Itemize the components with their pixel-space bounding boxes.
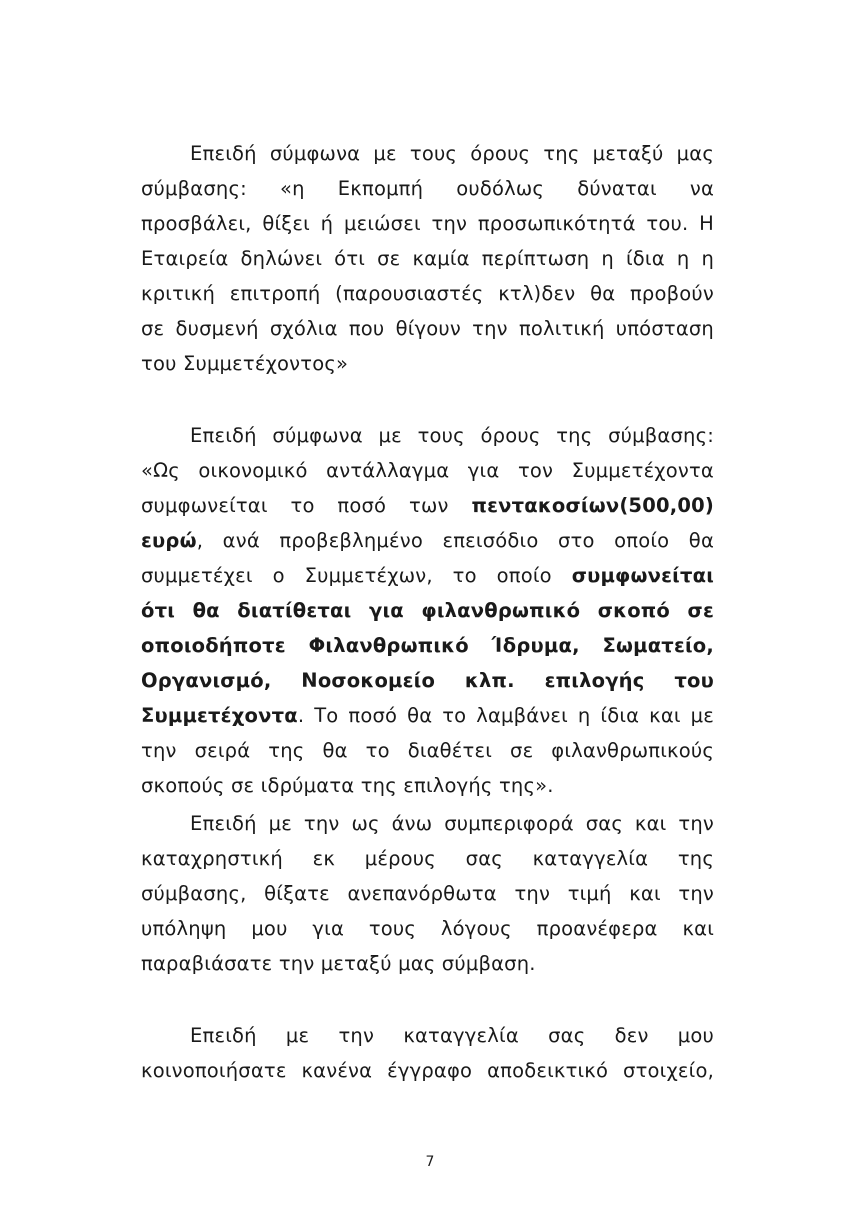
text-line: υπόληψη μου για τους λόγους προανέφερα και <box>141 917 714 940</box>
text-line: σκοπούς σε ιδρύματα της επιλογής της». <box>141 774 554 797</box>
text-segment: . Το ποσό θα το λαμβάνει η ίδια και με <box>297 704 714 727</box>
text-segment: συμφωνείται το ποσό των <box>141 494 449 517</box>
text-line: Επειδή με την ως άνω συμπεριφορά σας και την <box>190 812 714 835</box>
bold-currency: ευρώ <box>141 529 197 552</box>
text-line: σε δυσμενή σχόλια που θίγουν την πολιτική υπόσταση <box>141 317 714 340</box>
text-line: του Συμμετέχοντος» <box>141 352 349 375</box>
text-segment: συμμετέχει ο Συμμετέχων, το οποίο <box>141 564 552 587</box>
bold-text: συμφωνείται <box>571 564 714 587</box>
text-line <box>141 701 714 731</box>
text-line <box>141 631 714 661</box>
text-line <box>141 561 714 591</box>
text-line <box>141 596 714 626</box>
text-line: Εταιρεία δηλώνει ότι σε καμία περίπτωση η ίδια η η <box>141 247 714 270</box>
bold-text: Οργανισμό, Νοσοκομείο κλπ. επιλογής του <box>141 669 714 692</box>
text-line <box>141 491 714 521</box>
text-line: Επειδή με την καταγγελία σας δεν μου <box>190 1024 714 1047</box>
text-line: προσβάλει, θίξει ή μειώσει την προσωπικότητά του. Η <box>141 212 714 235</box>
text-line: «Ως οικονομικό αντάλλαγμα για τον Συμμετέχοντα <box>141 459 714 482</box>
text-line: Επειδή σύμφωνα με τους όρους της μεταξύ μας <box>190 142 714 165</box>
text-line: κριτική επιτροπή (παρουσιαστές κτλ)δεν θα προβούν <box>141 282 714 305</box>
text-line: καταχρηστική εκ μέρους σας καταγγελία της <box>141 847 714 870</box>
bold-text: οποιοδήποτε Φιλανθρωπικό Ίδρυμα, Σωματείο, <box>141 634 714 657</box>
bold-text: ότι θα διατίθεται για φιλανθρωπικό σκοπό σε <box>141 599 714 622</box>
text-line: κοινοποιήσατε κανένα έγγραφο αποδεικτικό στοιχείο, <box>141 1059 714 1082</box>
page-number: 7 <box>425 1154 435 1170</box>
text-segment: , ανά προβεβλημένο επεισόδιο στο οποίο θα <box>196 529 714 552</box>
text-line: Επειδή σύμφωνα με τους όρους της σύμβασης: <box>190 424 714 447</box>
text-line: την σειρά της θα το διαθέτει σε φιλανθρωπικούς <box>141 739 714 762</box>
text-line <box>141 526 714 556</box>
text-line: σύμβασης, θίξατε ανεπανόρθωτα την τιμή και την <box>141 882 714 905</box>
text-line: σύμβασης: «η Εκπομπή ουδόλως δύναται να <box>141 177 714 200</box>
bold-amount: πεντακοσίων(500,00) <box>471 494 714 517</box>
bold-text: Συμμετέχοντα <box>141 704 298 727</box>
text-line: παραβιάσατε την μεταξύ μας σύμβαση. <box>141 952 536 975</box>
text-line <box>141 666 714 696</box>
